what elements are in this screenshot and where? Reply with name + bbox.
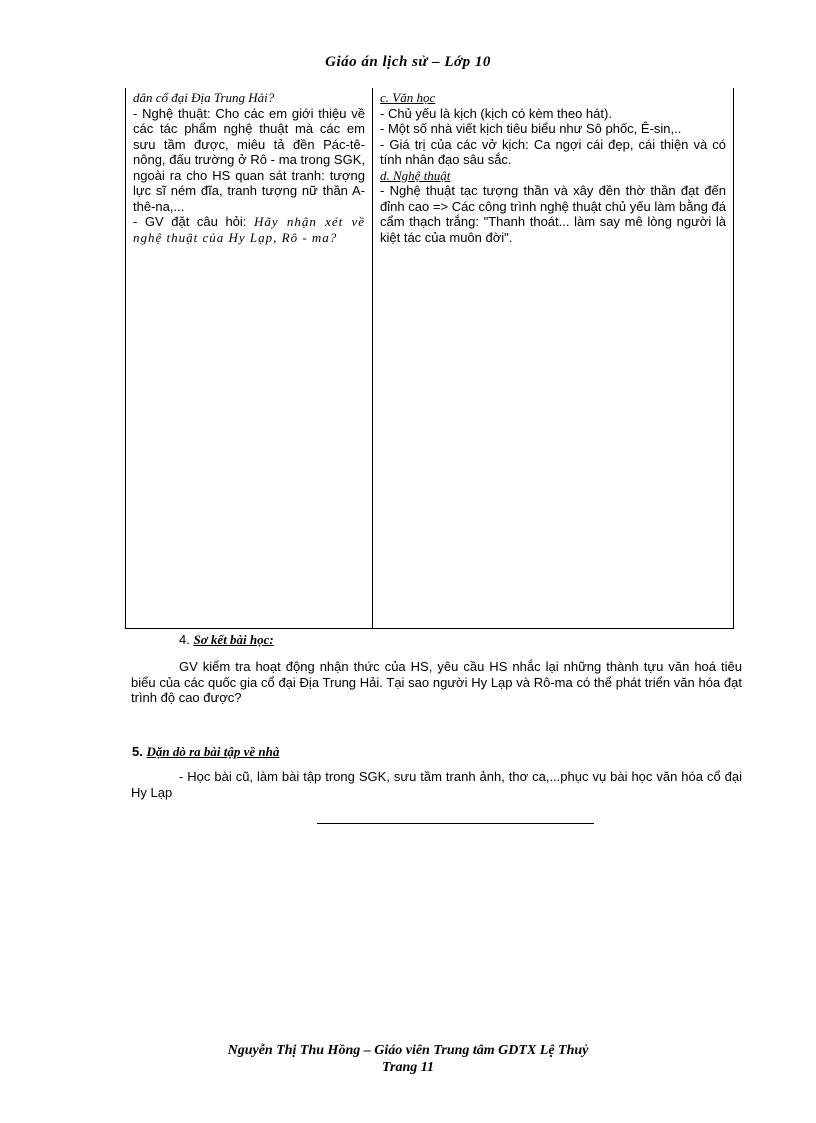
- art-point-1: - Nghệ thuật tạc tượng thần và xây đền thờ thần đạt đến đỉnh cao => Các công trình nghệ thuật chủ yếu làm bằng đá cẩm thạch trắng: "Thanh thoát... làm say mê lòng người là kiệt tác của muôn đời".: [380, 183, 726, 245]
- content-column: [380, 90, 726, 245]
- subheading-art: d. Nghệ thuật: [380, 167, 451, 183]
- literature-point-1: - Chủ yếu là kịch (kịch có kèm theo hát).: [380, 105, 612, 121]
- literature-point-3: - Giá trị của các vở kịch: Ca ngợi cái đẹp, cái thiện và có tính nhân đạo sâu sắc.: [380, 136, 726, 167]
- art-activity-text: - Nghệ thuật: Cho các em giới thiệu về các tác phẩm nghệ thuật mà các em sưu tầm được, miêu tả đền Pác-tê-nông, đấu trường ở Rô - ma trong SGK, ngoài ra cho HS quan sát tranh: tượng lực sĩ ném đĩa, tranh tượng nữ thần A-thê-na,...: [133, 105, 365, 214]
- section-5-body: - Học bài cũ, làm bài tập trong SGK, sưu tầm tranh ảnh, thơ ca,...phục vụ bài học văn hóa cổ đại Hy Lạp: [131, 769, 742, 800]
- lesson-table: [125, 88, 734, 629]
- section-5-title: Dặn dò ra bài tập về nhà: [146, 744, 280, 759]
- section-4-number: 4.: [179, 632, 190, 647]
- section-5-heading: [132, 744, 279, 760]
- teacher-activity-column: [133, 90, 365, 245]
- footer-page: Trang 11: [382, 1060, 434, 1075]
- page-header: Giáo án lịch sử – Lớp 10: [325, 54, 491, 70]
- section-4-heading: [179, 632, 274, 648]
- section-5-number: 5.: [132, 744, 143, 759]
- teacher-question-text: Hãy nhận xét về nghệ thuật của Hy Lạp, Rô - ma?: [133, 214, 365, 245]
- column-divider: [372, 88, 373, 628]
- end-rule: [317, 823, 594, 824]
- question-continuation: dân cổ đại Địa Trung Hải?: [133, 90, 275, 105]
- teacher-question: [133, 214, 365, 245]
- literature-point-2: - Một số nhà viết kịch tiêu biểu như Sô phốc, Ê-sin,..: [380, 121, 682, 136]
- section-4-body: GV kiểm tra hoạt động nhận thức của HS, yêu cầu HS nhắc lại những thành tựu văn hoá tiêu biểu của các quốc gia cổ đại Địa Trung Hải. Tại sao người Hy Lạp và Rô-ma có thể phát triển văn hóa đạt trình độ cao được?: [131, 659, 742, 705]
- section-4-title: Sơ kết bài học:: [193, 632, 274, 647]
- footer-author: Nguyễn Thị Thu Hồng – Giáo viên Trung tâm GDTX Lệ Thuỷ: [227, 1043, 589, 1058]
- teacher-question-prefix: - GV đặt câu hỏi:: [133, 214, 254, 229]
- subheading-literature: c. Văn học: [380, 90, 436, 105]
